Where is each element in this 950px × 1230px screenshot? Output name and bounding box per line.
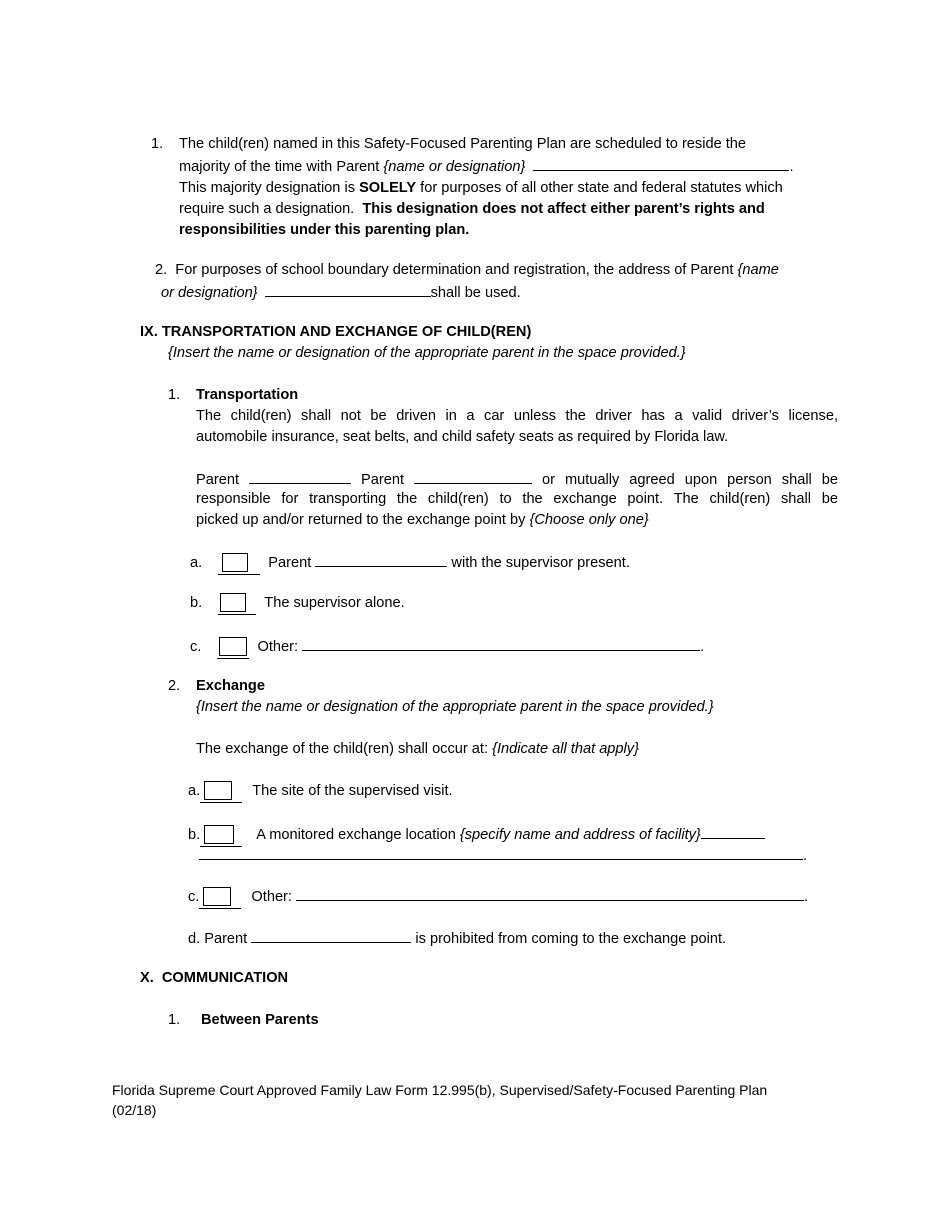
school-address-parent-blank[interactable] [265,281,431,297]
choose-one-hint: {Choose only one} [529,512,649,528]
facility-hint: {specify name and address of facility} [459,827,701,843]
option-a-text: with the supervisor present. [451,555,630,571]
transportation-title-text: Transportation [196,387,299,403]
transportation-line-2: automobile insurance, seat belts, and child safety seats as required by Florida law. [196,429,729,445]
transport-option-b-checkbox[interactable] [220,593,246,612]
transporting-line-2: responsible for transporting the child(ren) to the exchange point. The child(ren) shall be [196,491,838,507]
designation-hint: {name or designation} [383,159,526,175]
exchange-option-a [188,781,453,803]
exchange-option-a-checkbox[interactable] [204,781,232,800]
exchange-option-b-text: A monitored exchange location [256,827,460,843]
transport-option-c-checkbox-line[interactable] [217,637,249,659]
transport-option-a-parent-blank[interactable] [315,551,447,567]
exchange-number: 2. [168,678,181,694]
paragraph-1-line-1: The child(ren) named in this Safety-Focused Parenting Plan are scheduled to reside the [179,136,747,152]
exchange-option-a-text: The site of the supervised visit. [252,783,453,799]
designation-notice-end: responsibilities under this parenting plan. [179,222,470,238]
exchange-option-c-checkbox[interactable] [203,887,231,906]
exchange-intro-text: The exchange of the child(ren) shall occur at: [196,741,493,757]
exchange-option-d-label: d. Parent [188,931,248,947]
footer-form-date: (02/18) [112,1102,157,1118]
paragraph-2-line-1-text: For purposes of school boundary determination and registration, the address of Parent [175,262,738,278]
exchange-option-a-checkbox-line[interactable] [200,781,242,803]
exchange-option-c: c. Other: . [188,885,808,909]
paragraph-1-text [179,134,839,241]
page-footer [112,1080,767,1120]
option-letter: a. [188,783,201,799]
exchange-instruction-text: {Insert the name or designation of the appropriate parent in the space provided.} [196,699,714,715]
parent-label-1: Parent [196,472,239,488]
facility-blank-1[interactable] [701,823,765,839]
exchange-intro [196,739,639,760]
section-9-heading [140,322,531,343]
between-parents-title-text: Between Parents [201,1012,319,1028]
option-letter: c. [190,639,202,655]
paragraph-1-line-2: majority of the time with Parent {name or designation} . [179,155,839,178]
between-parents-title [201,1010,319,1031]
transport-option-a-checkbox-line[interactable] [218,553,260,575]
paragraph-2-number: 2. [155,262,168,278]
prohibited-parent-blank[interactable] [251,927,411,943]
exchange-instruction [196,697,714,718]
section-10-heading [140,968,288,989]
transportation-line-1: The child(ren) shall not be driven in a car unless the driver has a valid driver’s license, [196,408,838,424]
option-a-parent-label: Parent [268,555,312,571]
exchange-title [196,676,265,697]
exchange-other-blank[interactable] [296,885,804,901]
option-letter: b. [190,595,203,611]
paragraph-1-line-3 [179,178,839,199]
transporting-line-3 [196,510,649,531]
option-letter: b. [188,827,201,843]
exchange-option-b-checkbox[interactable] [204,825,234,844]
transportation-title [196,385,298,406]
transporting-line-3-text: picked up and/or returned to the exchange point by [196,512,530,528]
transport-parent-blank-2[interactable] [414,468,532,484]
communication-item-number: 1. [168,1012,181,1028]
transport-option-c: c. Other: . [190,635,704,659]
transport-other-blank[interactable] [302,635,700,651]
option-c-label: Other: [257,639,299,655]
designation-hint: {name [737,262,779,278]
transport-option-c-checkbox[interactable] [219,637,247,656]
option-b-text: The supervisor alone. [264,595,405,611]
paragraph-2-line-2 [161,281,521,304]
paragraph-1-line-4-text: require such a designation. [179,201,363,217]
option-letter: c. [188,889,200,905]
solely-emphasis: SOLELY [359,180,417,196]
facility-blank-2[interactable] [199,844,803,860]
majority-parent-blank[interactable] [533,155,789,171]
paragraph-1-number: 1. [151,136,164,152]
paragraph-1-line-4 [179,199,839,220]
transport-option-b [190,593,405,615]
transportation-number: 1. [168,387,181,403]
paragraph-1-line-2-text: majority of the time with Parent [179,159,384,175]
designation-notice: This designation does not affect either parent’s rights and [362,201,765,217]
section-9-title: IX. TRANSPORTATION AND EXCHANGE OF CHILD(REN) [140,324,532,340]
paragraph-1-line-3-text-end: for purposes of all other state and federal statutes which [416,180,783,196]
section-10-title: X. COMMUNICATION [140,970,289,986]
paragraph-1-line-5 [179,220,839,241]
option-letter: a. [190,555,203,571]
transport-parent-blank-1[interactable] [249,468,351,484]
facility-line-2: . [199,844,807,867]
exchange-option-d-text: is prohibited from coming to the exchange point. [415,931,727,947]
transport-option-a-checkbox[interactable] [222,553,248,572]
designation-hint-end: or designation} [161,285,258,301]
section-9-instruction [168,343,686,364]
footer-form-name: Florida Supreme Court Approved Family Law Form 12.995(b), Supervised/Safety-Focused Parenting Plan [112,1082,768,1098]
exchange-option-c-checkbox-line[interactable] [199,887,241,909]
transporting-parents-line [196,468,838,491]
indicate-all-hint: {Indicate all that apply} [492,741,639,757]
exchange-option-c-label: Other: [251,889,292,905]
transporting-parents-text: or mutually agreed upon person shall be [542,472,839,488]
transport-option-a [190,551,630,575]
parent-label-2: Parent [361,472,404,488]
paragraph-2-line-1 [155,260,845,281]
exchange-option-d [188,927,726,950]
section-9-instruction-text: {Insert the name or designation of the appropriate parent in the space provided.} [168,345,686,361]
exchange-title-text: Exchange [196,678,265,694]
paragraph-2-line-2-text: shall be used. [430,285,521,301]
paragraph-1-line-3-text: This majority designation is [179,180,360,196]
transport-option-b-checkbox-line[interactable] [218,593,256,615]
